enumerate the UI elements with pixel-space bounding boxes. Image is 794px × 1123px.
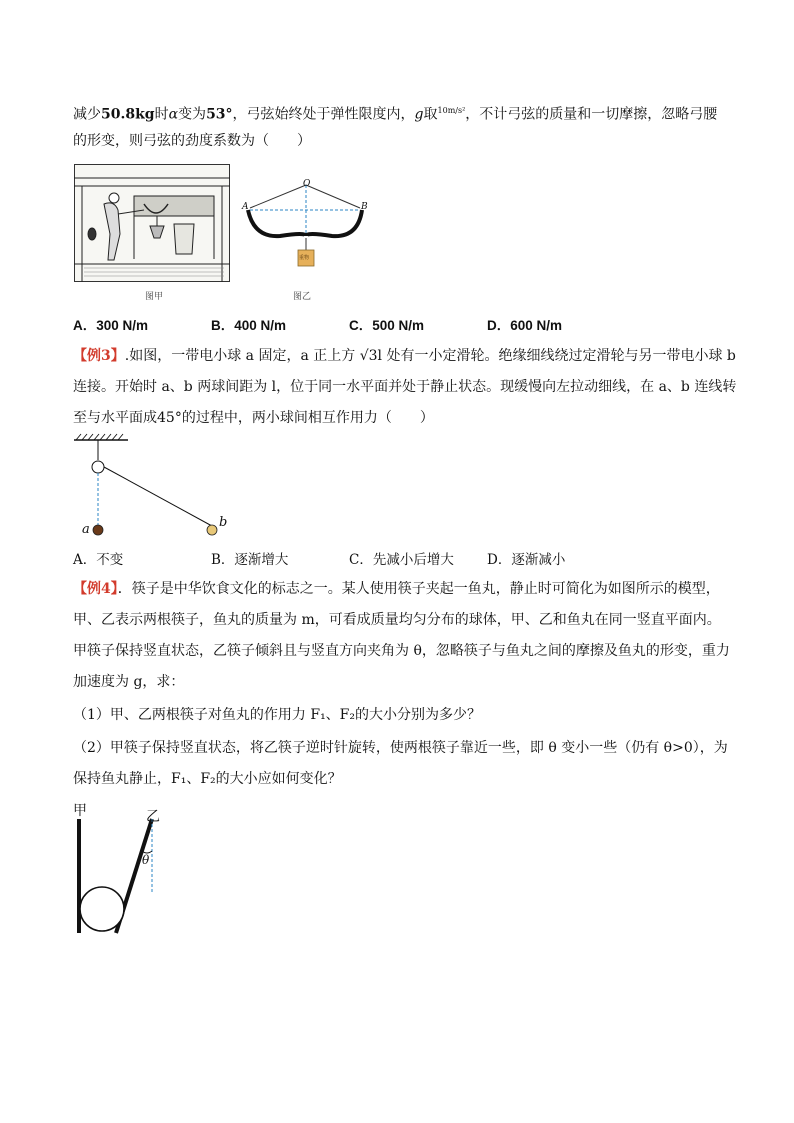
q2-label-O: O <box>303 179 311 189</box>
ex4-line4: 加速度为 g，求： <box>73 674 185 690</box>
q2-fig1-caption: 图甲 <box>145 292 164 302</box>
ex4-sub1: （1）甲、乙两根筷子对鱼丸的作用力 F₁、F₂的大小分别为多少？ <box>73 707 482 723</box>
ex4-line1: 【例4】．筷子是中华饮食文化的标志之一。某人使用筷子夹起一鱼丸，静止时可简化为如图所示的模型， <box>73 581 720 597</box>
ex4-label-yi: 乙 <box>146 809 160 825</box>
q2-option-a[interactable]: A．300 N/m <box>73 318 149 333</box>
q2-text-mid4: 取 <box>423 106 438 123</box>
q2-option-d[interactable]: D．600 N/m <box>487 318 563 333</box>
ex3-line1: 【例3】.如图，一带电小球 a 固定，a 正上方 √3l 处有一小定滑轮。绝缘细线绕过定滑轮与另一带电小球 b <box>73 348 736 364</box>
ex3-label-b: b <box>219 515 228 530</box>
ex4-line3: 甲筷子保持竖直状态，乙筷子倾斜且与竖直方向夹角为 θ，忽略筷子与鱼丸之间的摩擦及鱼丸的形变，重力 <box>73 643 730 659</box>
q2-text-pre: 减少 <box>73 106 101 123</box>
q2-g-value: 10m/s² <box>437 106 466 115</box>
ex3-line2: 连接。开始时 a、b 两球间距为 l，位于同一水平面并处于静止状态。现缓慢向左拉动细线，在 a、b 连线转 <box>73 379 737 395</box>
q2-label-weight: 重物 <box>299 255 310 261</box>
q2-angle: 53° <box>206 106 233 123</box>
q2-text-mid3: ，弓弦始终处于弹性限度内， <box>232 106 415 123</box>
ex4-label-theta: θ <box>142 853 150 867</box>
ex4-label-jia: 甲 <box>73 803 87 819</box>
ex3-tag: 【例3】 <box>73 348 125 364</box>
q2-text-mid1: 时 <box>154 106 169 123</box>
q2-text-mid2: 变为 <box>178 106 207 123</box>
q2-label-A: A <box>242 202 249 212</box>
ex3-option-c[interactable]: C．先减小后增大 <box>349 552 454 568</box>
q2-alpha: α <box>168 106 179 123</box>
q2-option-b[interactable]: B．400 N/m <box>211 318 287 333</box>
q2-line1 <box>73 101 717 125</box>
ex3-option-d[interactable]: D．逐渐减小 <box>487 552 566 568</box>
ex3-option-b[interactable]: B．逐渐增大 <box>211 552 289 568</box>
ex3-label-a: a <box>82 522 90 537</box>
q2-label-B: B <box>361 202 368 212</box>
ex4-tag: 【例4】 <box>73 581 118 597</box>
ex4-sub2: （2）甲筷子保持竖直状态，将乙筷子逆时针旋转，使两根筷子靠近一些，即 θ 变小一些（仍有 θ>0），为 <box>73 740 728 756</box>
q2-figure-jia <box>74 164 230 282</box>
q2-option-c[interactable]: C．500 N/m <box>349 318 425 333</box>
ex3-figure <box>70 430 230 540</box>
q2-text-post: ，不计弓弦的质量和一切摩擦，忽略弓腰 <box>465 106 718 123</box>
ex3-option-a[interactable]: A．不变 <box>73 552 124 568</box>
q2-mass: 50.8kg <box>101 106 155 123</box>
ex4-line2: 甲、乙表示两根筷子，鱼丸的质量为 m，可看成质量均匀分布的球体，甲、乙和鱼丸在同一竖直平面内。 <box>73 612 721 628</box>
ex3-line3: 至与水平面成45°的过程中，两小球间相互作用力（ ） <box>73 410 434 426</box>
q2-line2: 的形变，则弓弦的劲度系数为（ ） <box>73 133 311 149</box>
q2-g: g <box>414 106 424 123</box>
ex4-sub3: 保持鱼丸静止，F₁、F₂的大小应如何变化？ <box>73 771 342 787</box>
q2-fig2-caption: 图乙 <box>293 292 312 302</box>
